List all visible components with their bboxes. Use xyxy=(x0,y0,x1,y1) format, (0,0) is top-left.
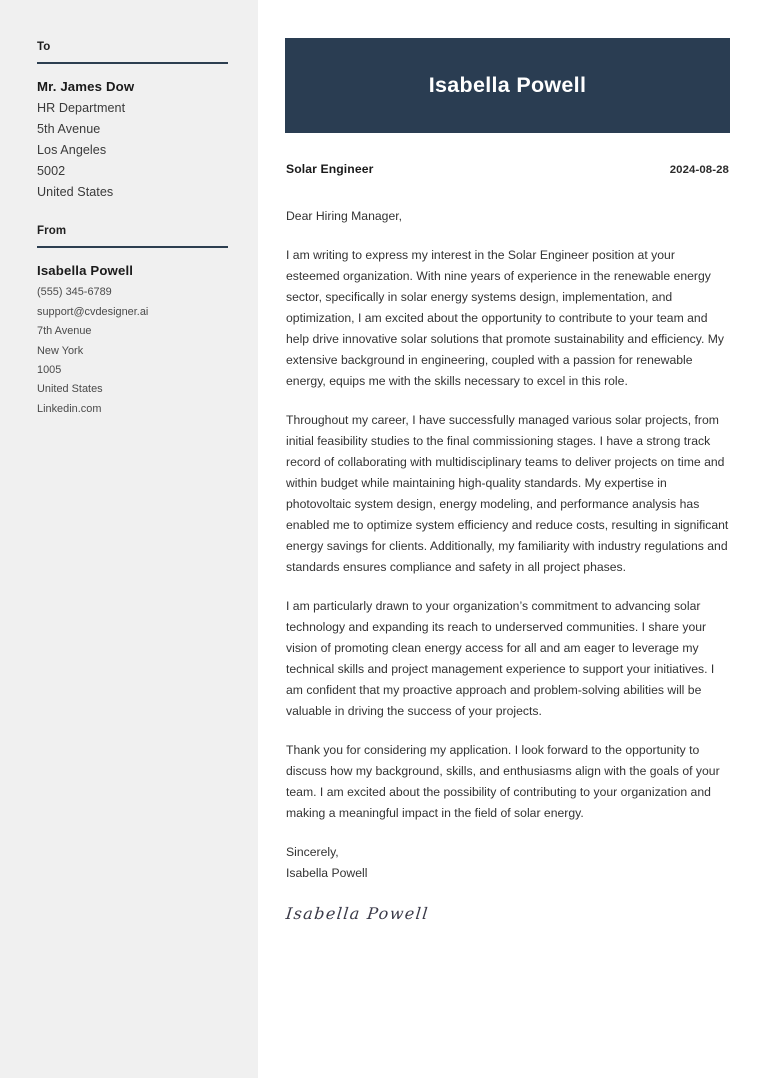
sender-city: New York xyxy=(37,344,84,357)
from-divider xyxy=(37,246,228,248)
sender-postcode: 1005 xyxy=(37,363,62,376)
sidebar xyxy=(0,0,258,1078)
letter-paragraph: Throughout my career, I have successfully managed various solar projects, from initial feasibility studies to the final commissioning stages. I have a strong track record of collaborating with multidisciplinary teams to deliver projects on time and within budget while maintaining high-quality standards. My expertise in photovoltaic system design, energy modeling, and performance analysis has enabled me to optimize system efficiency and reduce costs, resulting in significant energy savings for clients. Additionally, my familiarity with industry regulations and standards ensures compliance and safety in all project phases. xyxy=(286,412,729,574)
to-divider xyxy=(37,62,228,64)
salutation: Dear Hiring Manager, xyxy=(286,209,403,223)
letter-paragraph: I am writing to express my interest in the Solar Engineer position at your esteemed organization. With nine years of experience in the renewable energy sector, specifically in solar energy systems design, implementation, and optimization, I am excited about the opportunity to contribute to your team and help drive innovative solar solutions that promote sustainability and efficiency. My extensive background in engineering, coupled with a passion for renewable energy, equips me with the skills necessary to excel in this role. xyxy=(286,247,725,388)
applicant-name: Isabella Powell xyxy=(428,73,587,97)
sender-name: Isabella Powell xyxy=(37,262,134,278)
recipient-line: United States xyxy=(37,184,114,199)
recipient-name: Mr. James Dow xyxy=(37,78,135,94)
letter-paragraph: Thank you for considering my application. I look forward to the opportunity to discuss how my background, skills, and enthusiasms align with the goals of your team. I am excited about the possibility of contributing to your organization and making a meaningful impact in the field of solar energy. xyxy=(286,742,720,820)
sender-street: 7th Avenue xyxy=(37,325,92,338)
sender-email: support@cvdesigner.ai xyxy=(37,305,149,318)
letter-paragraph: I am particularly drawn to your organization’s commitment to advancing solar technology and expanding its reach to underserved communities. I share your vision of promoting clean energy access for all and am eager to leverage my technical skills and project management experience to support your initiatives. I am confident that my proactive approach and problem-solving abilities will be valuable in driving the success of your projects. xyxy=(286,598,715,718)
recipient-line: Los Angeles xyxy=(37,143,107,158)
sidebar-spacer xyxy=(37,203,228,225)
from-heading: From xyxy=(37,224,67,237)
letter-content xyxy=(285,206,730,923)
to-block xyxy=(37,41,228,203)
closing-name: Isabella Powell xyxy=(286,865,368,880)
letter-body xyxy=(258,0,768,1078)
letter-date: 2024-08-28 xyxy=(669,164,729,176)
closing-word: Sincerely, xyxy=(286,844,339,859)
recipient-line: 5th Avenue xyxy=(37,122,101,137)
sender-linkedin: Linkedin.com xyxy=(37,402,102,415)
sender-phone: (555) 345-6789 xyxy=(37,286,112,299)
recipient-line: 5002 xyxy=(37,163,66,178)
name-banner xyxy=(285,38,730,133)
from-block xyxy=(37,225,228,419)
letter-meta-row xyxy=(285,162,730,176)
signature: Isabella Powell xyxy=(285,903,430,923)
to-heading: To xyxy=(37,41,51,53)
sender-country: United States xyxy=(37,383,103,396)
recipient-line: HR Department xyxy=(37,101,126,116)
job-title: Solar Engineer xyxy=(286,162,374,176)
